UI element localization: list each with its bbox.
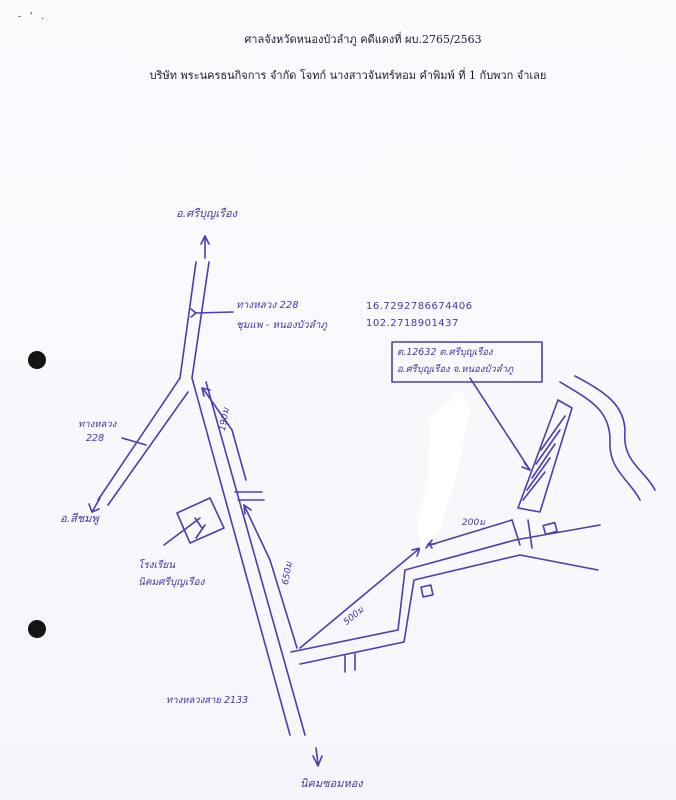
- court-case-header: ศาลจังหวัดหนองบัวลำภู คดีแดงที่ ผบ.2765/2563: [244, 33, 482, 46]
- distance-650m: 650ม: [281, 561, 295, 586]
- label-school: โรงเรียน: [138, 560, 176, 571]
- river-bank-b: [575, 376, 655, 490]
- leader-left-road: [122, 438, 146, 445]
- label-school-name: นิคมศรีบุญเรือง: [138, 577, 205, 588]
- parties-header: บริษัท พระนครธนกิจการ จำกัด โจทก์ นางสาวจันทร์หอม คำพิมพ์ ที่ 1 กับพวก จำเลย: [149, 69, 547, 82]
- highway-228-west-edge: [180, 262, 196, 378]
- label-highway-228: ทางหลวง 228: [236, 300, 299, 311]
- sw-road-south-edge: [108, 392, 188, 505]
- sw-road-north-edge: [98, 378, 180, 500]
- east-road-south-edge: [300, 555, 520, 664]
- river-bank-a: [560, 382, 640, 500]
- coordinate-lat: 16.7292786674406: [366, 301, 473, 312]
- leader-highway-228: [195, 312, 233, 313]
- house-marker-east: [543, 523, 557, 535]
- small-spur-road: [345, 654, 355, 672]
- highway-228-east-edge: [192, 262, 209, 378]
- label-west: อ.สีชมพู: [60, 512, 99, 525]
- label-north: อ.ศรีบุญเรือง: [176, 207, 237, 220]
- label-local-road: ทางหลวงสาย 2133: [166, 695, 249, 706]
- house-marker-center: [421, 585, 433, 597]
- label-left-road-number: 228: [86, 433, 105, 444]
- box-line-2: อ.ศรีบุญเรือง จ.หนองบัวลำภู: [397, 364, 514, 375]
- east-road-extension-b: [520, 555, 598, 570]
- east-road-north-edge: [291, 540, 515, 652]
- label-highway-228-route: ชุมแพ - หนองบัวลำภู: [236, 320, 327, 331]
- box-line-1: ต.12632 ต.ศรีบุญเรือง: [397, 347, 493, 358]
- east-spur: [512, 520, 532, 548]
- distance-200m: 200ม: [462, 518, 486, 528]
- coordinate-lon: 102.2718901437: [366, 318, 459, 329]
- label-left-road: ทางหลวง: [78, 419, 117, 430]
- label-south: นิคมซอมหอง: [300, 777, 363, 790]
- scan-mark: - ' .: [18, 12, 48, 22]
- distance-190m: 190ม: [218, 407, 232, 432]
- main-road-west-edge: [192, 378, 290, 735]
- dimension-190: [204, 390, 246, 480]
- target-plot-hatching: [523, 416, 565, 500]
- leader-parcel-box: [470, 378, 530, 470]
- distance-500m: 500ม: [342, 605, 367, 628]
- school-outline: [177, 498, 224, 543]
- east-road-extension-a: [515, 525, 600, 540]
- main-road-east-edge: [206, 382, 305, 735]
